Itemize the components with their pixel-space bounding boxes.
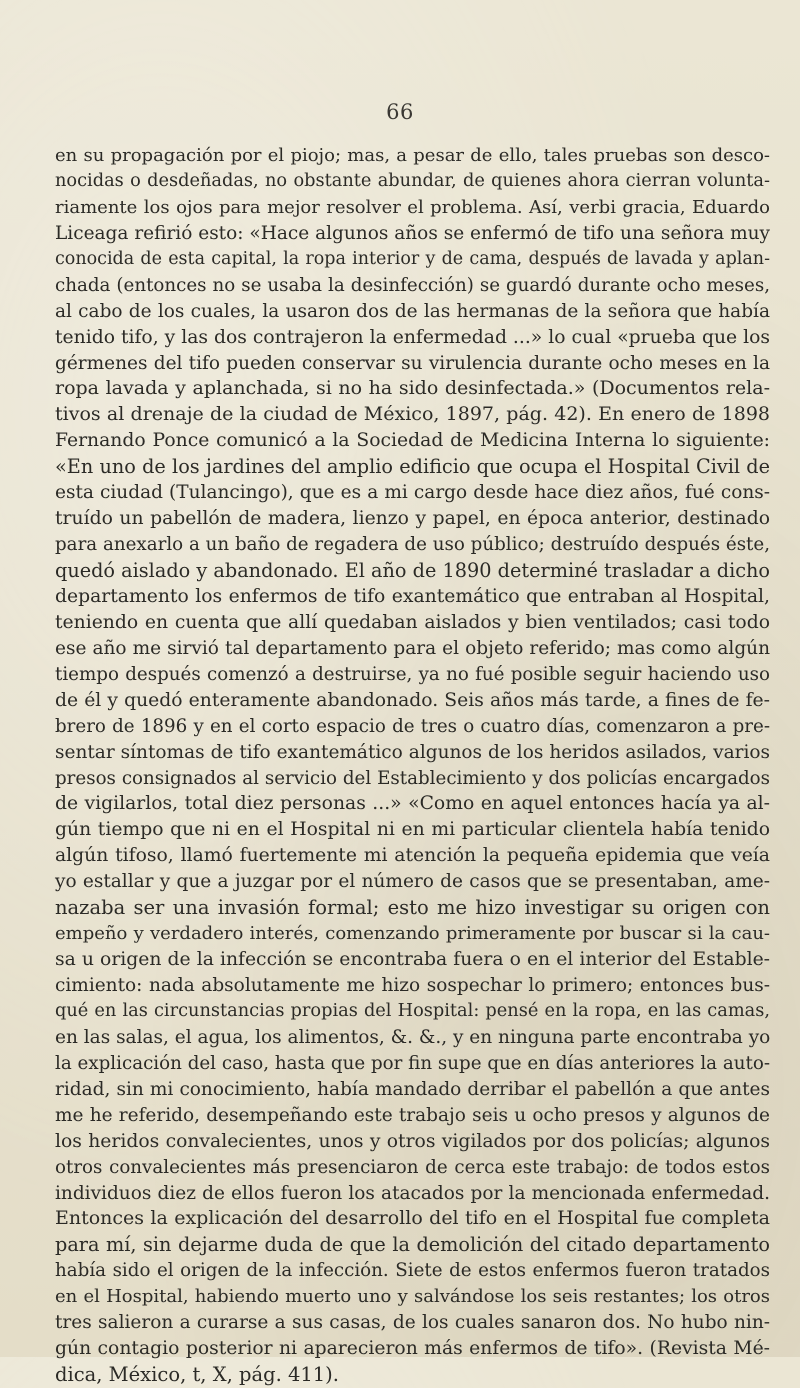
text-line: gérmenes del tifo pueden conservar su virulencia durante ocho meses en la: [55, 352, 770, 374]
text-line: me he referido, desempeñando este trabajo seis u ocho presos y algunos de: [55, 1104, 770, 1126]
text-line: en el Hospital, habiendo muerto uno y salvándose los seis restantes; los otros: [55, 1286, 770, 1308]
body-text: [55, 143, 770, 1388]
text-line: para mí, sin dejarme duda de que la demolición del citado departamento: [55, 1233, 770, 1257]
text-line: qué en las circunstancias propias del Hospital: pensé en la ropa, en las camas,: [55, 1000, 770, 1021]
text-line: yo estallar y que a juzgar por el número de casos que se presentaban, ame-: [55, 871, 770, 893]
text-line: quedó aislado y abandonado. El año de 1890 determiné trasladar a dicho: [55, 559, 770, 582]
text-line: los heridos convalecientes, unos y otros vigilados por dos policías; algunos: [55, 1130, 770, 1152]
page-number: 66: [386, 100, 414, 124]
text-line: tres salieron a curarse a sus casas, de los cuales sanaron dos. No hubo nin-: [55, 1312, 770, 1334]
text-line: otros convalecientes más presenciaron de cerca este trabajo: de todos estos: [55, 1156, 770, 1178]
text-line: dica, México, t, X, pág. 411).: [55, 1363, 339, 1387]
text-line: Fernando Ponce comunicó a la Sociedad de Medicina Interna lo siguiente:: [55, 430, 770, 452]
text-line: la explicación del caso, hasta que por fin supe que en días anteriores la auto-: [55, 1052, 770, 1074]
text-line: en su propagación por el piojo; mas, a pesar de ello, tales pruebas son desco-: [55, 145, 770, 166]
text-line: ridad, sin mi conocimiento, había mandado derribar el pabellón a que antes: [55, 1078, 770, 1100]
text-line: departamento los enfermos de tifo exantemático que entraban al Hospital,: [55, 585, 770, 607]
text-line: empeño y verdadero interés, comenzando primeramente por buscar si la cau-: [55, 923, 770, 945]
text-line: nazaba ser una invasión formal; esto me hizo investigar su origen con: [55, 896, 770, 920]
text-line: Entonces la explicación del desarrollo del tifo en el Hospital fue completa: [55, 1207, 770, 1230]
text-line: «En uno de los jardines del amplio edificio que ocupa el Hospital Civil de: [55, 455, 770, 479]
text-line: tivos al drenaje de la ciudad de México, 1897, pág. 42). En enero de 1898: [55, 403, 770, 426]
text-line: chada (entonces no se usaba la desinfección) se guardó durante ocho meses,: [55, 274, 770, 296]
text-line: había sido el origen de la infección. Siete de estos enfermos fueron tratados: [55, 1260, 770, 1282]
text-line: brero de 1896 y en el corto espacio de tres o cuatro días, comenzaron a pre-: [55, 715, 770, 737]
text-line: individuos diez de ellos fueron los atacados por la mencionada enfermedad.: [55, 1182, 770, 1204]
text-line: conocida de esta capital, la ropa interior y de cama, después de lavada y aplan-: [55, 248, 770, 269]
text-line: para anexarlo a un baño de regadera de uso público; destruído después éste,: [55, 534, 770, 556]
text-line: sa u origen de la infección se encontraba fuera o en el interior del Estable-: [55, 949, 770, 971]
text-line: de él y quedó enteramente abandonado. Seis años más tarde, a fines de fe-: [55, 689, 770, 711]
text-line: tenido tifo, y las dos contrajeron la enfermedad ...» lo cual «prueba que los: [55, 326, 770, 348]
text-line: riamente los ojos para mejor resolver el problema. Así, verbi gracia, Eduardo: [55, 196, 770, 218]
text-line: teniendo en cuenta que allí quedaban aislados y bien ventilados; casi todo: [55, 611, 770, 633]
text-line: tiempo después comenzó a destruirse, ya no fué posible seguir haciendo uso: [55, 663, 770, 685]
text-line: ese año me sirvió tal departamento para el objeto referido; mas como algún: [55, 637, 770, 659]
text-line: gún contagio posterior ni aparecieron más enfermos de tifo». (Revista Mé-: [55, 1338, 770, 1360]
text-line: sentar síntomas de tifo exantemático algunos de los heridos asilados, varios: [55, 741, 770, 763]
text-line: gún tiempo que ni en el Hospital ni en mi particular clientela había tenido: [55, 819, 770, 841]
text-line: en las salas, el agua, los alimentos, &. &., y en ninguna parte encontraba yo: [55, 1026, 771, 1048]
text-line: nocidas o desdeñadas, no obstante abundar, de quienes ahora cierran volunta-: [55, 170, 770, 191]
text-line: al cabo de los cuales, la usaron dos de las hermanas de la señora que había: [55, 300, 770, 322]
text-line: truído un pabellón de madera, lienzo y papel, en época anterior, destinado: [55, 508, 770, 530]
text-line: esta ciudad (Tulancingo), que es a mi cargo desde hace diez años, fué cons-: [55, 482, 770, 504]
text-line: Liceaga refirió esto: «Hace algunos años se enfermó de tifo una señora muy: [55, 222, 770, 244]
text-line: ropa lavada y aplanchada, si no ha sido desinfectada.» (Documentos rela-: [55, 377, 770, 400]
text-line: cimiento: nada absolutamente me hizo sospechar lo primero; entonces bus-: [55, 975, 770, 996]
text-line: de vigilarlos, total diez personas ...» «Como en aquel entonces hacía ya al-: [55, 793, 770, 815]
text-line: algún tifoso, llamó fuertemente mi atención la pequeña epidemia que veía: [55, 845, 770, 867]
text-line: presos consignados al servicio del Establecimiento y dos policías encargados: [55, 767, 770, 789]
